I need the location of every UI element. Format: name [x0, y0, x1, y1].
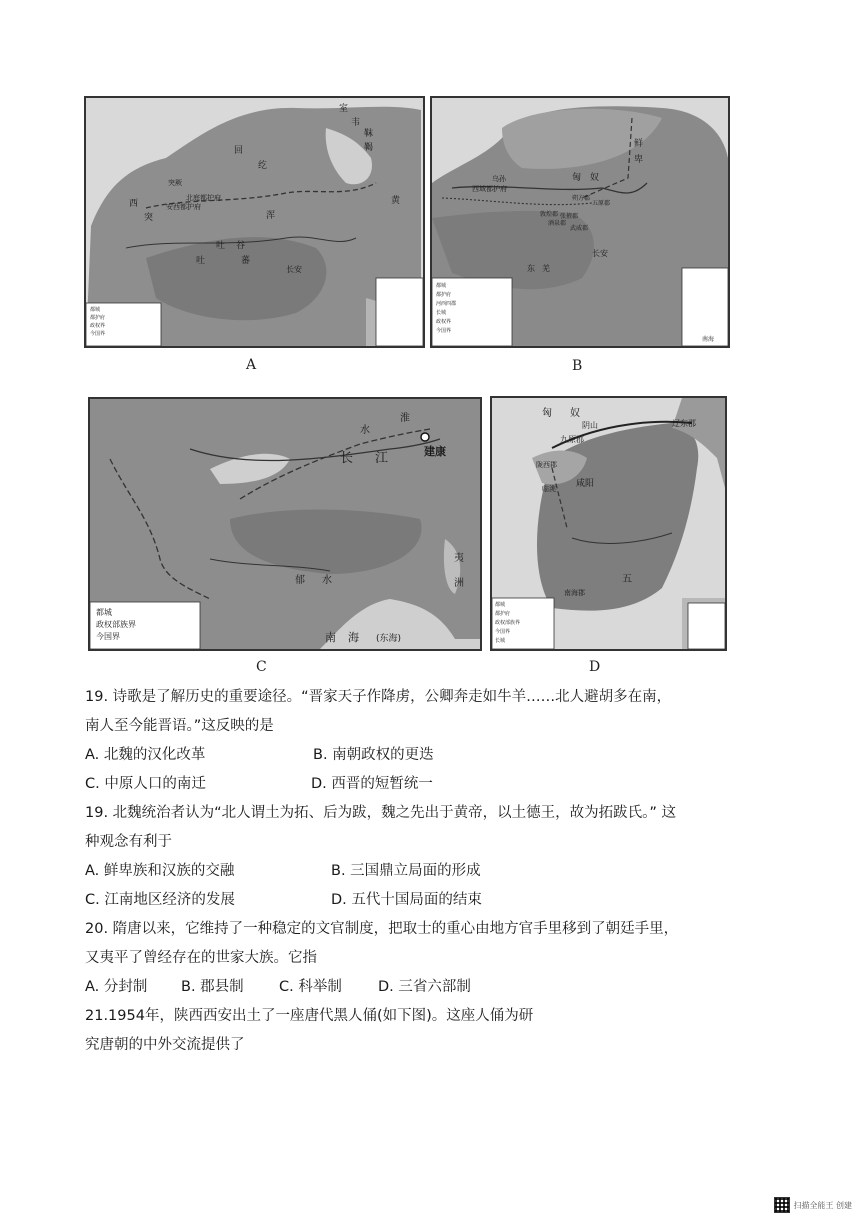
map-label: 鲜 — [634, 139, 644, 149]
option-a: A. 北魏的汉化改革 — [85, 747, 206, 763]
map-label: 匈 — [572, 173, 582, 183]
map-label: 敦煌郡 — [540, 211, 559, 218]
map-label: 九原郡 — [560, 435, 584, 444]
questions — [85, 683, 735, 1060]
map-label: 咸阳 — [576, 479, 595, 489]
map-label: 长安 — [592, 249, 608, 258]
map-label: 黄 — [391, 196, 401, 206]
question-block — [85, 799, 735, 915]
map-label: 酒泉郡 — [548, 220, 567, 227]
map-d-legend — [495, 601, 520, 646]
map-label: 卑 — [634, 155, 644, 165]
legend-item: 都护府 — [90, 315, 106, 321]
option-c: C. 江南地区经济的发展 — [85, 892, 235, 908]
map-label: 东 — [527, 264, 535, 273]
map-label: 南 — [325, 631, 336, 644]
map-label: 乌孙 — [492, 175, 506, 183]
map-label: 辽东郡 — [672, 419, 696, 428]
option-b: B. 南朝政权的更迭 — [313, 747, 434, 763]
option-d: D. 五代十国局面的结束 — [331, 892, 482, 908]
option-c: C. 科举制 — [279, 979, 342, 995]
map-label: 五原郡 — [592, 200, 611, 207]
legend-item: 长城 — [436, 310, 447, 316]
legend-item: 都护府 — [495, 611, 511, 617]
qr-code-icon — [774, 1197, 790, 1213]
option-a: A. 分封制 — [85, 979, 148, 995]
map-label: 奴 — [570, 408, 580, 419]
map-b-caption: B — [572, 358, 583, 374]
question-block — [85, 1002, 735, 1060]
legend-item: 都城 — [96, 608, 112, 617]
question-text: 种观念有利于 — [85, 834, 172, 850]
map-label: 江 — [375, 451, 389, 466]
map-label: 靺 — [364, 129, 374, 139]
legend-item: 政权界 — [90, 323, 106, 329]
map-label: 安西都护府 — [166, 203, 201, 211]
legend-item: 都城 — [436, 283, 447, 289]
map-label: 羌 — [542, 264, 550, 273]
map-label: 南海郡 — [564, 589, 585, 597]
map-label: 长安 — [286, 265, 302, 274]
question-text: 21.1954年，陕西西安出土了一座唐代黑人俑(如下图)。这座人俑为研 — [85, 1008, 534, 1024]
map-b-legend — [436, 282, 456, 336]
legend-item: 今国界 — [96, 632, 120, 641]
legend-item: 政权部族界 — [495, 620, 521, 626]
legend-item: 长城 — [495, 638, 506, 644]
map-label: 五 — [622, 574, 632, 585]
map-label: 阴山 — [582, 421, 598, 430]
map-label: 吐 — [196, 256, 206, 266]
legend-item: 今国界 — [90, 331, 106, 337]
map-label: 建康 — [424, 445, 446, 458]
map-label: 洲 — [454, 578, 464, 589]
map-label: 水 — [360, 425, 370, 436]
map-label: 郁 — [295, 575, 305, 586]
legend-item: 河西四郡 — [436, 301, 457, 307]
question-text: 又夷平了曾经存在的世家大族。它指 — [85, 950, 317, 966]
scanner-watermark — [774, 1197, 852, 1213]
map-label: 鞨 — [364, 143, 374, 153]
map-d — [490, 396, 727, 651]
map-label: (东海) — [376, 634, 402, 644]
map-label: 浑 — [266, 211, 276, 221]
map-c — [88, 397, 482, 651]
option-row — [85, 741, 735, 770]
option-b: B. 郡县制 — [181, 979, 244, 995]
map-c-legend — [96, 607, 136, 643]
map-label: 北庭都护府 — [186, 194, 221, 202]
option-row — [85, 973, 735, 1002]
map-b — [430, 96, 730, 348]
legend-item: 都城 — [90, 307, 101, 313]
map-label: 吐 — [216, 241, 226, 251]
option-b: B. 三国鼎立局面的形成 — [331, 863, 481, 879]
map-a-legend — [90, 306, 105, 338]
map-label: 海 — [348, 631, 359, 644]
map-a-caption: A — [246, 357, 257, 373]
map-label: 淮 — [400, 413, 410, 424]
question-block — [85, 683, 735, 799]
question-text: 20. 隋唐以来，它维持了一种稳定的文官制度，把取士的重心由地方官手里移到了朝廷手里， — [85, 921, 679, 937]
map-label: 室 — [339, 104, 349, 114]
map-label: 张掖郡 — [560, 213, 579, 220]
option-a: A. 鲜卑族和汉族的交融 — [85, 863, 235, 879]
option-d: D. 三省六部制 — [378, 979, 471, 995]
option-c: C. 中原人口的南迁 — [85, 776, 206, 792]
map-label: 匈 — [542, 408, 552, 419]
map-label: 回 — [234, 146, 244, 156]
map-label: 西域都护府 — [472, 185, 507, 193]
map-c-caption: C — [256, 659, 267, 675]
map-label: 武威郡 — [570, 225, 589, 232]
map-label: 南海 — [702, 336, 715, 343]
question-text: 究唐朝的中外交流提供了 — [85, 1037, 245, 1053]
legend-item: 今国界 — [495, 629, 511, 635]
map-label: 西 — [129, 199, 139, 209]
map-d-caption: D — [589, 659, 601, 675]
legend-item: 都城 — [495, 602, 506, 608]
map-label: 谷 — [236, 241, 246, 251]
map-label: 突厥 — [168, 179, 182, 187]
map-label: 纥 — [258, 161, 268, 171]
map-a — [84, 96, 425, 348]
map-label: 奴 — [590, 173, 600, 183]
map-d-drawing — [492, 398, 725, 649]
question-text: 南人至今能晋语。”这反映的是 — [85, 718, 274, 734]
question-block — [85, 915, 735, 1002]
map-label: 陇西郡 — [536, 461, 557, 469]
legend-item: 都护府 — [436, 292, 452, 298]
map-label: 长 — [340, 451, 354, 466]
map-label: 蕃 — [241, 256, 251, 266]
option-d: D. 西晋的短暂统一 — [311, 776, 433, 792]
question-text: 19. 诗歌是了解历史的重要途径。“晋家天子作降虏，公卿奔走如牛羊……北人避胡多在南， — [85, 689, 672, 705]
map-label: 突 — [144, 213, 154, 223]
map-label: 水 — [322, 575, 332, 586]
map-label: 朔方郡 — [572, 195, 591, 202]
option-row — [85, 857, 735, 886]
map-b-drawing — [432, 98, 728, 346]
map-label: 夷 — [454, 553, 464, 564]
question-text: 19. 北魏统治者认为“北人谓土为拓、后为跋，魏之先出于黄帝，以土德王，故为拓跋氏。” 这 — [85, 805, 677, 821]
map-c-drawing — [90, 399, 480, 649]
map-label: 临洮 — [542, 485, 556, 493]
map-label: 韦 — [351, 118, 361, 128]
legend-item: 政权部族界 — [96, 620, 136, 629]
legend-item: 政权界 — [436, 319, 452, 325]
legend-item: 今国界 — [436, 328, 452, 334]
option-row — [85, 886, 735, 915]
scanner-text: 扫描全能王 创建 — [793, 1200, 852, 1210]
option-row — [85, 770, 735, 799]
